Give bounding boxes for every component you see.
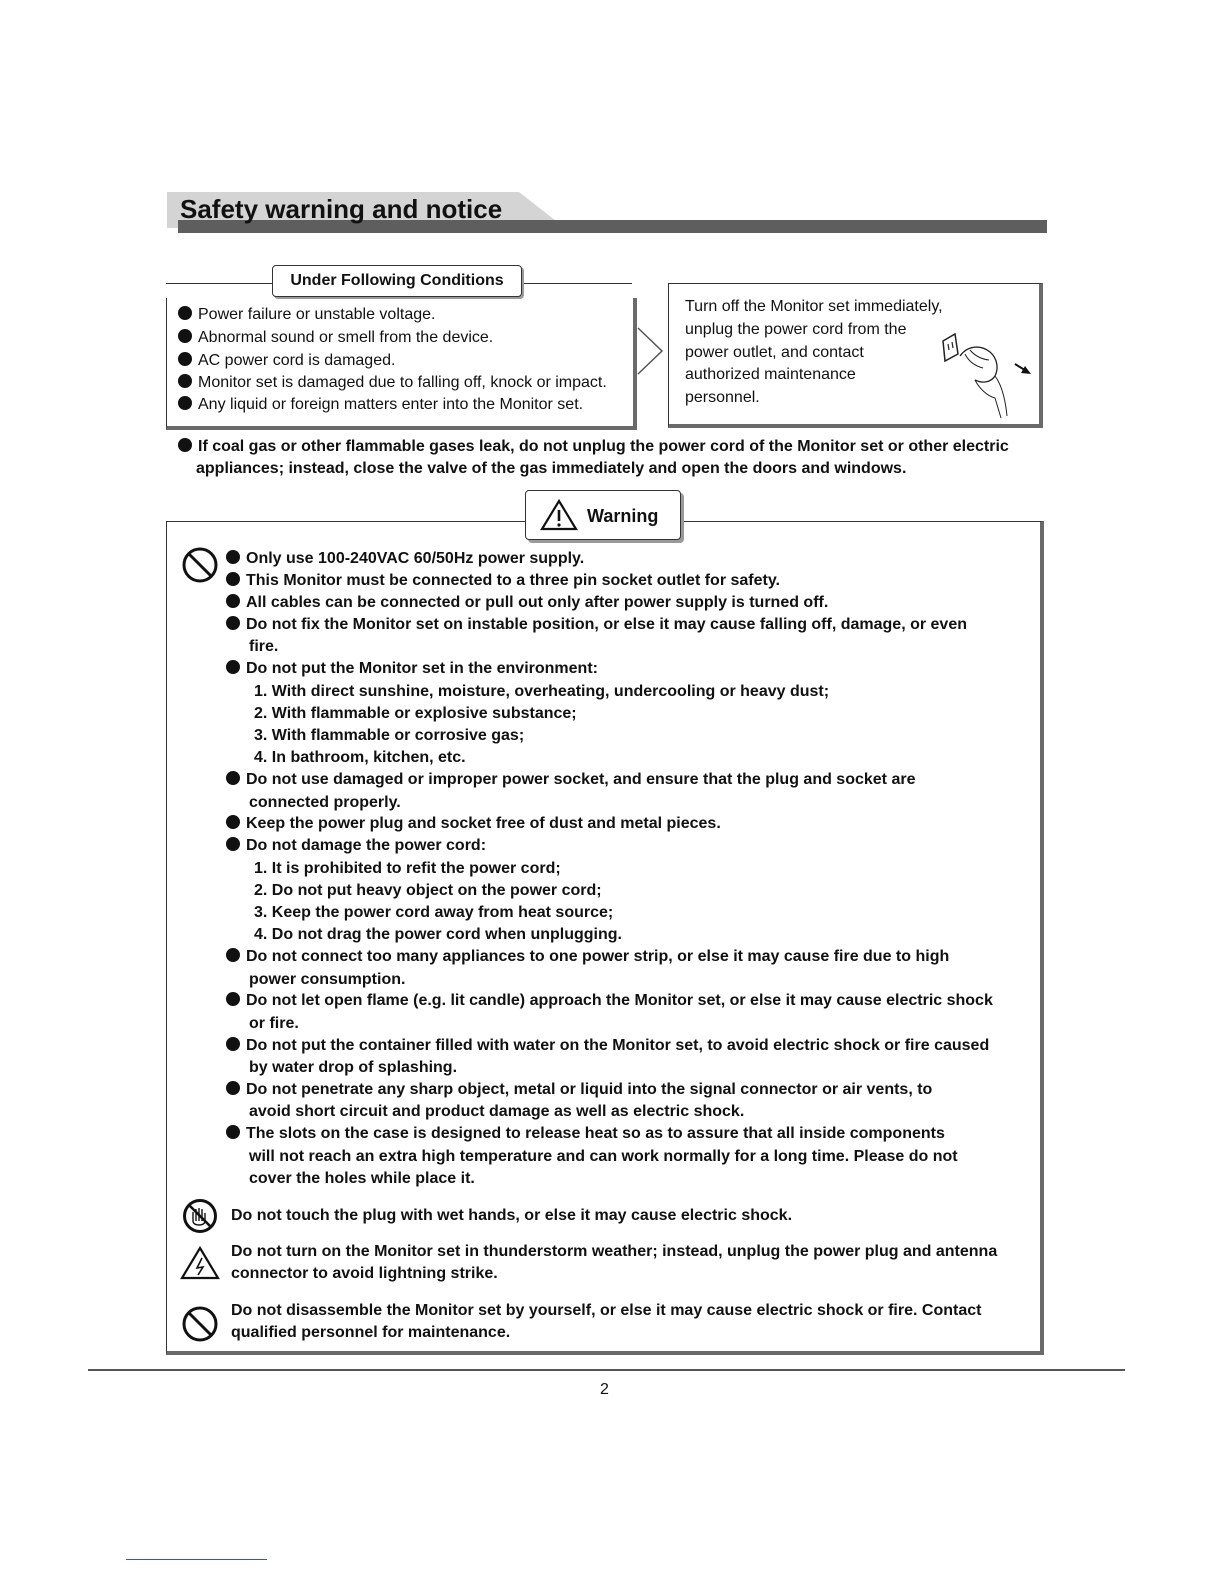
warning-item: Do not put the container filled with water on the Monitor set, to avoid electric shock or fire caused — [226, 1037, 989, 1055]
warning-item: Do not penetrate any sharp object, metal or liquid into the signal connector or air vents, to — [226, 1081, 932, 1099]
bullet-icon — [178, 306, 192, 320]
warning-item: Do not let open flame (e.g. lit candle) approach the Monitor set, or else it may cause electric shock — [226, 992, 993, 1010]
bullet-icon — [226, 948, 240, 962]
warning-item-continuation: by water drop of splashing. — [249, 1059, 458, 1076]
warning-item: Do not put the Monitor set in the environment: — [226, 660, 598, 678]
bullet-icon — [226, 1081, 240, 1095]
bullet-icon — [226, 837, 240, 851]
bullet-icon — [226, 660, 240, 674]
bullet-icon — [226, 992, 240, 1006]
warning-subitem: 4. In bathroom, kitchen, etc. — [254, 749, 466, 766]
bullet-icon — [178, 374, 192, 388]
bullet-icon — [178, 438, 192, 452]
thunder-warning: Do not turn on the Monitor set in thunderstorm weather; instead, unplug the power plug and antenna — [231, 1243, 998, 1260]
warning-item-continuation: power consumption. — [249, 971, 406, 988]
page-title: Safety warning and notice — [180, 194, 503, 224]
warning-item-continuation: or fire. — [249, 1015, 299, 1032]
no-wet-hands-icon — [182, 1198, 218, 1234]
condition-item: Any liquid or foreign matters enter into the Monitor set. — [178, 396, 583, 414]
warning-item: Do not fix the Monitor set on instable position, or else it may cause falling off, damage, or even — [226, 616, 967, 634]
warning-item: Do not connect too many appliances to one power strip, or else it may cause fire due to high — [226, 948, 949, 966]
wet-hands-warning: Do not touch the plug with wet hands, or else it may cause electric shock. — [231, 1207, 793, 1224]
warning-subitem: 4. Do not drag the power cord when unplugging. — [254, 926, 622, 943]
bullet-icon — [226, 572, 240, 586]
action-text-line: authorized maintenance — [685, 366, 856, 383]
thunder-warning-continuation: connector to avoid lightning strike. — [231, 1265, 498, 1282]
conditions-top-line-right — [522, 283, 632, 284]
disassemble-warning: Do not disassemble the Monitor set by yourself, or else it may cause electric shock or fire. Contact — [231, 1302, 982, 1319]
condition-item: Power failure or unstable voltage. — [178, 306, 435, 324]
warning-subitem: 3. Keep the power cord away from heat source; — [254, 904, 614, 921]
warning-subitem: 2. Do not put heavy object on the power cord; — [254, 882, 602, 899]
bullet-icon — [226, 616, 240, 630]
chevron-right-icon — [636, 326, 666, 376]
warning-item: Do not use damaged or improper power socket, and ensure that the plug and socket are — [226, 771, 915, 789]
footer-divider — [88, 1369, 1125, 1371]
bottom-underline — [126, 1559, 267, 1560]
warning-subitem: 1. It is prohibited to refit the power cord; — [254, 860, 561, 877]
warning-item-continuation: connected properly. — [249, 794, 401, 811]
action-text-line: unplug the power cord from the — [685, 321, 907, 338]
action-text-line: personnel. — [685, 389, 760, 406]
prohibited-icon — [181, 1305, 219, 1343]
gas-notice-line: appliances; instead, close the valve of the gas immediately and open the doors and windows. — [196, 460, 907, 477]
bullet-icon — [226, 1125, 240, 1139]
warning-subitem: 1. With direct sunshine, moisture, overheating, undercooling or heavy dust; — [254, 683, 830, 700]
action-text-line: power outlet, and contact — [685, 344, 864, 361]
bullet-icon — [226, 594, 240, 608]
gas-notice-line: If coal gas or other flammable gases leak, do not unplug the power cord of the Monitor set or other electric — [178, 438, 1009, 456]
warning-item: Keep the power plug and socket free of dust and metal pieces. — [226, 815, 721, 833]
bullet-icon — [178, 352, 192, 366]
warning-item: Do not damage the power cord: — [226, 837, 486, 855]
warning-item: All cables can be connected or pull out only after power supply is turned off. — [226, 594, 828, 612]
warning-item: This Monitor must be connected to a three pin socket outlet for safety. — [226, 572, 780, 590]
conditions-label: Under Following Conditions — [272, 265, 522, 297]
unplug-hand-icon — [935, 326, 1035, 421]
warning-item: Only use 100-240VAC 60/50Hz power supply. — [226, 550, 584, 568]
bullet-icon — [226, 815, 240, 829]
warning-label-text: Warning — [587, 506, 659, 526]
bullet-icon — [178, 329, 192, 343]
bullet-icon — [226, 550, 240, 564]
conditions-top-line-left — [166, 283, 272, 284]
prohibited-icon — [181, 546, 219, 584]
warning-item-continuation: avoid short circuit and product damage as well as electric shock. — [249, 1103, 745, 1120]
bullet-icon — [178, 396, 192, 410]
condition-item: AC power cord is damaged. — [178, 352, 395, 370]
warning-item: The slots on the case is designed to release heat so as to assure that all inside components — [226, 1125, 945, 1143]
bullet-icon — [226, 771, 240, 785]
bullet-icon — [226, 1037, 240, 1051]
action-text-line: Turn off the Monitor set immediately, — [685, 298, 943, 315]
warning-triangle-icon — [540, 499, 578, 531]
page-number: 2 — [600, 1381, 609, 1398]
lightning-warning-icon — [179, 1245, 221, 1281]
condition-item: Abnormal sound or smell from the device. — [178, 329, 493, 347]
warning-subitem: 2. With flammable or explosive substance; — [254, 705, 577, 722]
condition-item: Monitor set is damaged due to falling off, knock or impact. — [178, 374, 607, 392]
warning-item-continuation: cover the holes while place it. — [249, 1170, 475, 1187]
warning-item-continuation: will not reach an extra high temperature and can work normally for a long time. Please do not — [249, 1148, 958, 1165]
warning-subitem: 3. With flammable or corrosive gas; — [254, 727, 525, 744]
warning-item-continuation: fire. — [249, 638, 279, 655]
disassemble-warning-continuation: qualified personnel for maintenance. — [231, 1324, 511, 1341]
